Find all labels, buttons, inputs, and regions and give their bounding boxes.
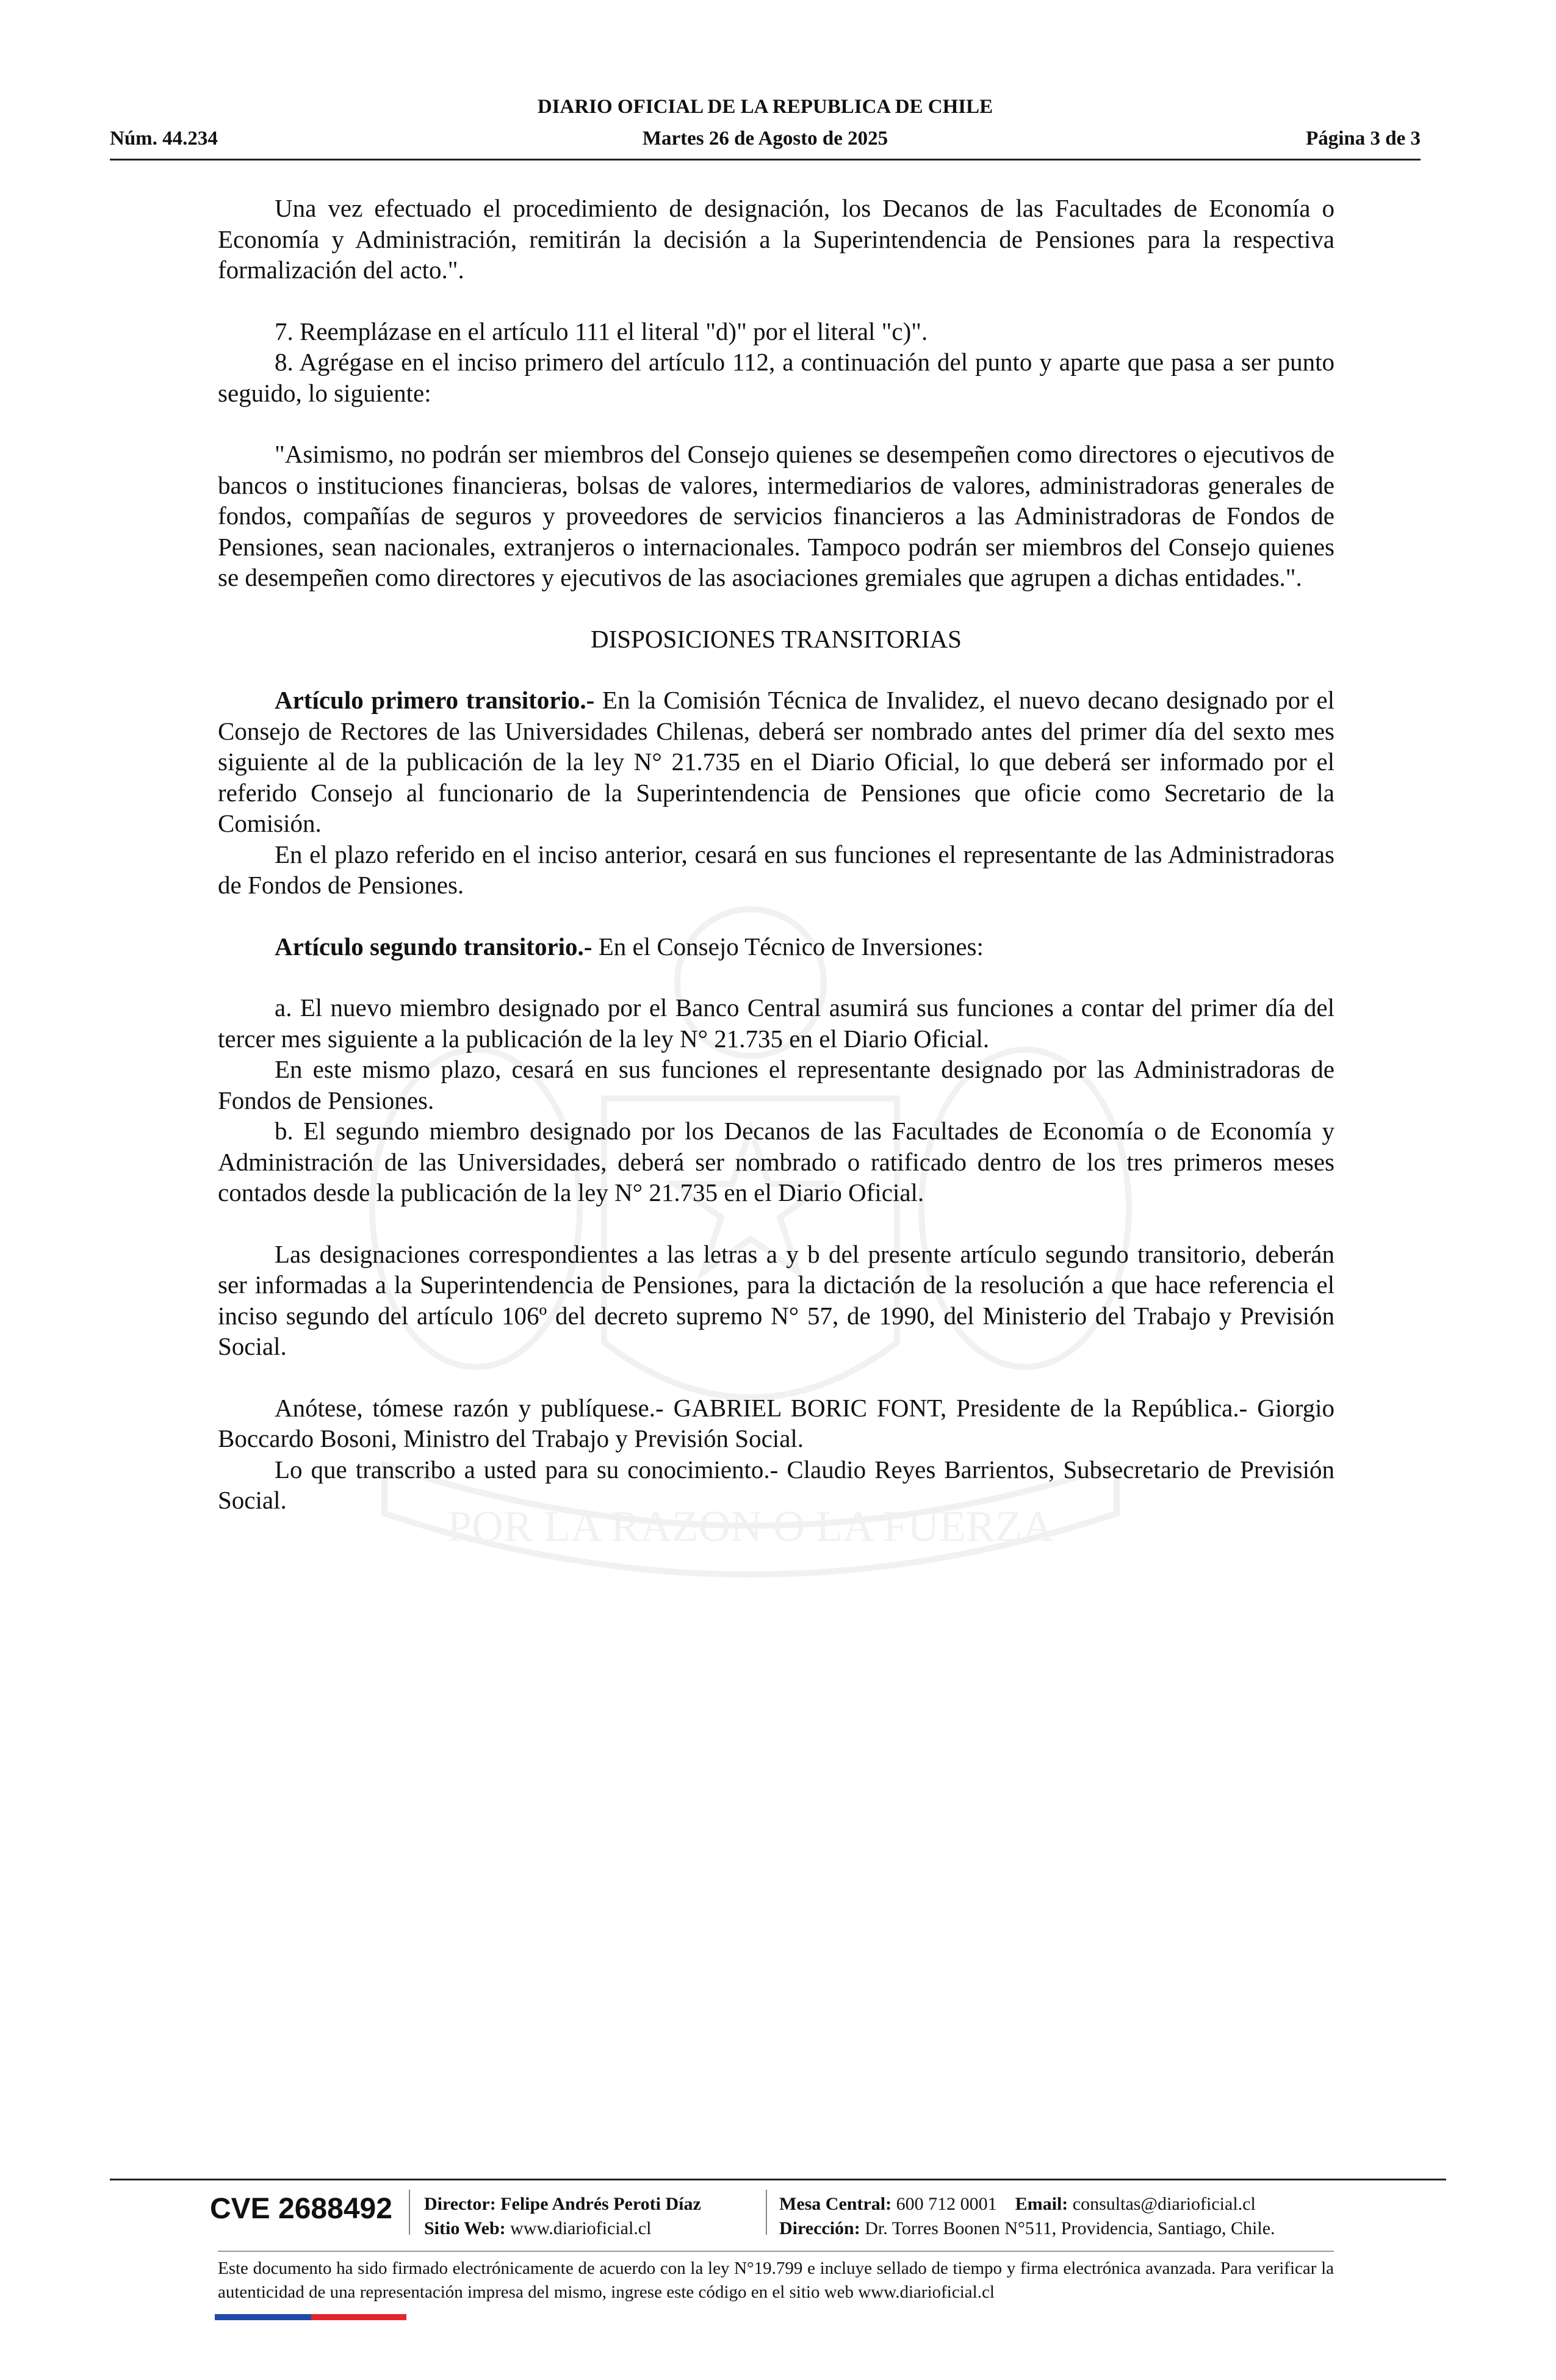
footer-separator <box>766 2190 767 2235</box>
footer-divider <box>218 2251 1334 2252</box>
email-label: Email: <box>1015 2194 1068 2214</box>
director-value: Felipe Andrés Peroti Díaz <box>500 2194 701 2214</box>
paragraph: "Asimismo, no podrán ser miembros del Consejo quienes se desempeñen como directores o ejecutivos de bancos o instituciones financieras, bolsas de valores, intermediarios de valores, administradoras generales de fondos, compañías de seguros y proveedores de servicios financieros a las Administradoras de Fondos de Pensiones, sean nacionales, extranjeros o internacionales. Tampoco podrán ser miembros del Consejo quienes se desempeñen como directores y ejecutivos de las asociaciones gremiales que agrupen a dichas entidades.". <box>218 440 1334 591</box>
article-title: Artículo primero transitorio.- <box>275 686 595 714</box>
mesa-value: 600 712 0001 <box>896 2194 997 2214</box>
footer-separator <box>409 2190 410 2235</box>
article-text: En el Consejo Técnico de Inversiones: <box>592 932 984 961</box>
footer-divider <box>110 2179 1446 2180</box>
footer-contact-block <box>779 2192 1275 2241</box>
paragraph: En este mismo plazo, cesará en sus funciones el representante designado por las Administradoras de Fondos de Pensiones. <box>218 1055 1334 1114</box>
article-text: En la Comisión Técnica de Invalidez, el nuevo decano designado por el Consejo de Rectores de las Universidades Chilenas, deberá ser nombrado antes del primer día del sexto mes siguiente al de la publicación de la ley N° 21.735 en el Diario Oficial, lo que deberá ser informado por el referido Consejo al funcionario de la Superintendencia de Pensiones que oficie como Secretario de la Comisión. <box>218 686 1334 837</box>
newspaper-title: DIARIO OFICIAL DE LA REPUBLICA DE CHILE <box>537 96 993 118</box>
footer-director-block <box>424 2192 701 2241</box>
signature-note: Este documento ha sido firmado electrónicamente de acuerdo con la ley N°19.799 e incluye sellado de tiempo y firma electrónica avanzada. Para verificar la autenticidad de una representación impresa del mismo, ingrese este código en el sitio web www.diarioficial.cl <box>218 2259 1334 2302</box>
paragraph: Las designaciones correspondientes a las letras a y b del presente artículo segundo transitorio, deberán ser informadas a la Superintendencia de Pensiones, para la dictación de la resolución a que hace referencia el inciso segundo del artículo 106º del decreto supremo N° 57, de 1990, del Ministerio del Trabajo y Previsión Social. <box>218 1239 1334 1360</box>
page-header <box>110 95 1421 160</box>
address-label: Dirección: <box>779 2218 860 2238</box>
cve-code: CVE 2688492 <box>210 2193 392 2225</box>
flag-bar <box>215 2314 406 2320</box>
website-label: Sitio Web: <box>424 2218 506 2238</box>
watermark-motto: POR LA RAZON O LA FUERZA <box>447 1502 1054 1551</box>
website-link[interactable]: www.diarioficial.cl <box>510 2218 652 2238</box>
section-heading: DISPOSICIONES TRANSITORIAS <box>591 624 962 653</box>
director-label: Director: <box>424 2194 496 2214</box>
page-number: Página 3 de 3 <box>1306 128 1421 150</box>
paragraph: 7. Reemplázase en el artículo 111 el literal "d)" por el literal "c)". <box>275 317 928 345</box>
paragraph: Una vez efectuado el procedimiento de designación, los Decanos de las Facultades de Economía o Economía y Administración, remitirán la decisión a la Superintendencia de Pensiones para la respectiva formalización del acto.". <box>218 194 1334 284</box>
article-title: Artículo segundo transitorio.- <box>275 932 593 961</box>
paragraph: 8. Agrégase en el inciso primero del artículo 112, a continuación del punto y aparte que pasa a ser punto seguido, lo siguiente: <box>218 348 1334 407</box>
paragraph: b. El segundo miembro designado por los Decanos de las Facultades de Economía o de Economía y Administración de las Universidades, deberá ser nombrado o ratificado dentro de los tres primeros meses contados desde la publicación de la ley N° 21.735 en el Diario Oficial. <box>218 1117 1334 1206</box>
email-link[interactable]: consultas@diarioficial.cl <box>1072 2194 1256 2214</box>
paragraph <box>218 931 1334 962</box>
issue-number: Núm. 44.234 <box>110 128 218 150</box>
issue-date: Martes 26 de Agosto de 2025 <box>642 128 888 150</box>
flag-red-segment <box>311 2314 406 2320</box>
paragraph: Anótese, tómese razón y publíquese.- GABRIEL BORIC FONT, Presidente de la República.- Giorgio Boccardo Bosoni, Ministro del Trabajo y Previsión Social. <box>218 1393 1334 1452</box>
flag-blue-segment <box>215 2314 311 2320</box>
address-value: Dr. Torres Boonen N°511, Providencia, Santiago, Chile. <box>865 2218 1275 2238</box>
paragraph: Lo que transcribo a usted para su conocimiento.- Claudio Reyes Barrientos, Subsecretario de Previsión Social. <box>218 1455 1334 1514</box>
document-body <box>218 193 1334 1516</box>
mesa-label: Mesa Central: <box>779 2194 892 2214</box>
paragraph: a. El nuevo miembro designado por el Banco Central asumirá sus funciones a contar del primer día del tercer mes siguiente a la publicación de la ley N° 21.735 en el Diario Oficial. <box>218 993 1334 1053</box>
paragraph <box>218 685 1334 839</box>
paragraph: En el plazo referido en el inciso anterior, cesará en sus funciones el representante de las Administradoras de Fondos de Pensiones. <box>218 840 1334 899</box>
